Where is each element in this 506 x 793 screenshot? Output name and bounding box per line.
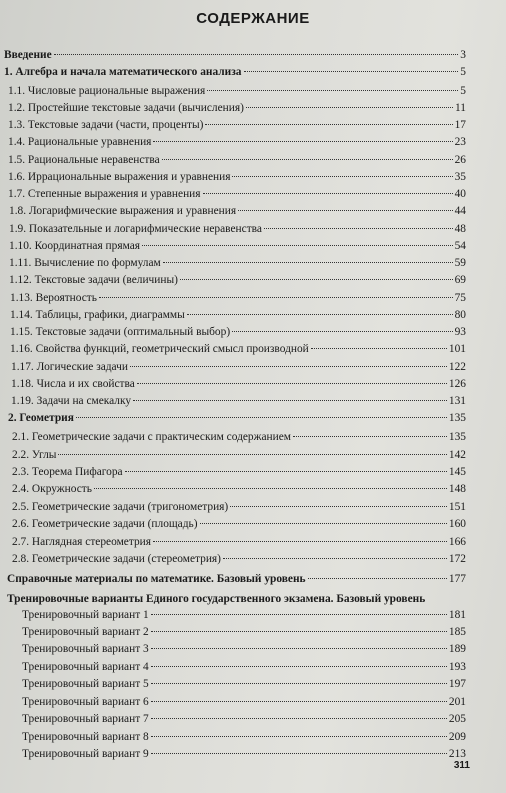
toc-entry-page: 177	[448, 573, 466, 585]
page-title: СОДЕРЖАНИЕ	[196, 10, 310, 27]
toc-entry-page: 209	[448, 731, 466, 743]
leader-dots	[76, 417, 447, 418]
toc-entry-label: 1.14. Таблицы, графики, диаграммы	[10, 309, 185, 321]
toc-entry[interactable]	[7, 573, 466, 585]
leader-dots	[203, 193, 453, 194]
toc-entry-label: 2.6. Геометрические задачи (площадь)	[12, 518, 198, 530]
toc-entry[interactable]	[8, 85, 466, 97]
toc-entry[interactable]	[11, 378, 466, 390]
toc-entry[interactable]	[8, 102, 466, 114]
toc-entry-label: 2.7. Наглядная стереометрия	[12, 536, 151, 548]
toc-entry[interactable]	[22, 626, 466, 638]
leader-dots	[151, 631, 447, 632]
leader-dots	[151, 666, 447, 667]
toc-entry[interactable]	[12, 536, 466, 548]
toc-entry-label: 1.10. Координатная прямая	[9, 240, 141, 252]
toc-entry-page: 185	[448, 626, 466, 638]
toc-entry-page: 193	[448, 661, 466, 673]
toc-entry-page: 151	[448, 501, 466, 513]
leader-dots	[130, 366, 447, 367]
toc-entry[interactable]	[9, 257, 466, 269]
leader-dots	[151, 701, 447, 702]
toc-entry-page: 122	[448, 361, 466, 373]
toc-entry-page: 101	[448, 343, 466, 355]
leader-dots	[293, 436, 447, 437]
toc-entry-label: Тренировочные варианты Единого государственного экзамена. Базовый уровень	[7, 593, 426, 605]
leader-dots	[153, 541, 447, 542]
toc-entry[interactable]	[22, 609, 466, 621]
leader-dots	[246, 107, 453, 108]
toc-entry-label: 1.2. Простейшие текстовые задачи (вычисления)	[8, 102, 244, 114]
toc-entry[interactable]	[4, 66, 466, 78]
toc-entry[interactable]	[10, 343, 466, 355]
toc-entry-page: 5	[460, 66, 466, 78]
toc-entry-page: 26	[454, 154, 466, 166]
toc-entry[interactable]	[12, 431, 466, 443]
toc-entry-page: 148	[448, 483, 466, 495]
toc-entry[interactable]	[9, 274, 466, 286]
toc-entry-label: 1.9. Показательные и логарифмические неравенства	[9, 223, 262, 235]
toc-entry-page: 23	[454, 136, 466, 148]
toc-entry[interactable]	[10, 309, 466, 321]
toc-entry-label: Тренировочный вариант 1	[22, 609, 149, 621]
leader-dots	[125, 471, 447, 472]
toc-entry[interactable]	[12, 483, 466, 495]
toc-entry-label: 1.4. Рациональные уравнения	[8, 136, 152, 148]
toc-entry-label: 1.18. Числа и их свойства	[11, 378, 135, 390]
toc-entry-label: 1.6. Иррациональные выражения и уравнения	[8, 171, 231, 183]
leader-dots	[94, 488, 447, 489]
toc-entry[interactable]	[7, 593, 470, 605]
toc-entry[interactable]	[22, 696, 466, 708]
toc-entry-label: 1.12. Текстовые задачи (величины)	[9, 274, 178, 286]
toc-entry-page: 172	[448, 553, 466, 565]
toc-entry[interactable]	[12, 518, 466, 530]
leader-dots	[99, 297, 453, 298]
toc-entry-page: 181	[448, 609, 466, 621]
toc-entry-label: Тренировочный вариант 2	[22, 626, 149, 638]
leader-dots	[137, 383, 447, 384]
toc-entry[interactable]	[11, 395, 466, 407]
toc-entry[interactable]	[8, 188, 466, 200]
toc-entry-label: 1.3. Текстовые задачи (части, проценты)	[8, 119, 204, 131]
toc-entry-page: 135	[448, 412, 466, 424]
toc-entry-page: 59	[454, 257, 466, 269]
leader-dots	[54, 54, 459, 55]
toc-entry-page: 135	[448, 431, 466, 443]
toc-entry-label: Тренировочный вариант 8	[22, 731, 149, 743]
leader-dots	[207, 90, 458, 91]
toc-entry-label: 1.11. Вычисление по формулам	[9, 257, 161, 269]
toc-entry-label: Введение	[4, 49, 52, 61]
toc-entry-label: Тренировочный вариант 3	[22, 643, 149, 655]
toc-entry-page: 189	[448, 643, 466, 655]
leader-dots	[163, 262, 453, 263]
toc-entry-label: 1.7. Степенные выражения и уравнения	[8, 188, 201, 200]
toc-entry[interactable]	[22, 643, 466, 655]
leader-dots	[151, 718, 447, 719]
toc-entry-label: 2.3. Теорема Пифагора	[12, 466, 123, 478]
leader-dots	[151, 648, 447, 649]
leader-dots	[153, 141, 452, 142]
toc-entry[interactable]	[8, 154, 466, 166]
leader-dots	[187, 314, 453, 315]
toc-entry-label: Тренировочный вариант 4	[22, 661, 149, 673]
leader-dots	[58, 454, 446, 455]
toc-entry-page: 126	[448, 378, 466, 390]
leader-dots	[151, 683, 447, 684]
toc-entry-label: 1. Алгебра и начала математического анализа	[4, 66, 242, 78]
toc-entry-page: 145	[448, 466, 466, 478]
leader-dots	[151, 753, 447, 754]
toc-entry-label: 2. Геометрия	[8, 412, 74, 424]
toc-entry[interactable]	[12, 449, 466, 461]
toc-entry[interactable]	[22, 731, 466, 743]
toc-entry[interactable]	[8, 412, 466, 424]
toc-entry-label: Тренировочный вариант 7	[22, 713, 149, 725]
toc-entry[interactable]	[9, 223, 466, 235]
toc-entry[interactable]	[8, 136, 466, 148]
toc-entry-label: Тренировочный вариант 9	[22, 748, 149, 760]
toc-entry-page: 40	[454, 188, 466, 200]
toc-entry-label: 1.1. Числовые рациональные выражения	[8, 85, 206, 97]
toc-entry[interactable]	[10, 292, 466, 304]
leader-dots	[232, 176, 452, 177]
toc-entry-page: 3	[460, 49, 466, 61]
leader-dots	[142, 245, 453, 246]
toc-entry-page: 35	[454, 171, 466, 183]
toc-entry-page: 142	[448, 449, 466, 461]
toc-entry-label: 2.4. Окружность	[12, 483, 92, 495]
toc-entry-page: 205	[448, 713, 466, 725]
toc-entry-label: 2.8. Геометрические задачи (стереометрия)	[12, 553, 221, 565]
leader-dots	[232, 331, 452, 332]
toc-entry-page: 11	[455, 102, 466, 114]
toc-entry[interactable]	[12, 466, 466, 478]
leader-dots	[200, 523, 447, 524]
toc-entry[interactable]	[22, 661, 466, 673]
toc-entry-page: 201	[448, 696, 466, 708]
toc-entry-page: 54	[454, 240, 466, 252]
leader-dots	[244, 71, 459, 72]
toc-entry[interactable]	[8, 119, 466, 131]
toc-entry-label: 1.17. Логические задачи	[11, 361, 128, 373]
toc-entry[interactable]	[12, 501, 466, 513]
toc-entry[interactable]	[12, 553, 466, 565]
toc-entry-page: 93	[454, 326, 466, 338]
toc-entry[interactable]	[22, 748, 466, 760]
page-number: 311	[453, 760, 470, 771]
toc-entry[interactable]	[4, 49, 466, 61]
leader-dots	[151, 614, 447, 615]
toc-entry[interactable]	[11, 361, 466, 373]
toc-entry[interactable]	[9, 205, 466, 217]
toc-entry-page: 197	[448, 678, 466, 690]
toc-entry[interactable]	[22, 678, 466, 690]
leader-dots	[230, 506, 447, 507]
leader-dots	[133, 400, 447, 401]
toc-entry-page: 80	[454, 309, 466, 321]
toc-entry[interactable]	[9, 240, 466, 252]
toc-entry[interactable]	[10, 326, 466, 338]
leader-dots	[308, 578, 447, 579]
toc-entry-label: 2.2. Углы	[12, 449, 57, 461]
toc-entry-label: Справочные материалы по математике. Базовый уровень	[7, 573, 306, 585]
leader-dots	[162, 159, 453, 160]
leader-dots	[238, 210, 452, 211]
toc-entry-page: 160	[448, 518, 466, 530]
leader-dots	[205, 124, 452, 125]
toc-entry-page: 213	[448, 748, 466, 760]
toc-entry[interactable]	[22, 713, 466, 725]
toc-entry-label: 1.8. Логарифмические выражения и уравнения	[9, 205, 237, 217]
toc-entry-page: 5	[460, 85, 466, 97]
toc-entry-page: 131	[448, 395, 466, 407]
toc-entry-page: 48	[454, 223, 466, 235]
toc-entry-page: 166	[448, 536, 466, 548]
toc-entry-label: Тренировочный вариант 5	[22, 678, 149, 690]
toc-entry-label: 2.1. Геометрические задачи с практическим содержанием	[12, 431, 292, 443]
toc-entry-page: 69	[454, 274, 466, 286]
leader-dots	[180, 279, 453, 280]
toc-entry-label: 1.19. Задачи на смекалку	[11, 395, 132, 407]
toc-entry-page: 44	[454, 205, 466, 217]
toc-entry-label: 1.16. Свойства функций, геометрический смысл производной	[10, 343, 309, 355]
leader-dots	[223, 558, 447, 559]
toc-entry-label: 1.15. Текстовые задачи (оптимальный выбор)	[10, 326, 231, 338]
toc-entry-page: 17	[454, 119, 466, 131]
toc-entry-label: Тренировочный вариант 6	[22, 696, 149, 708]
toc-entry[interactable]	[8, 171, 466, 183]
leader-dots	[311, 348, 447, 349]
toc-entry-page: 75	[454, 292, 466, 304]
leader-dots	[264, 228, 453, 229]
toc-entry-label: 1.5. Рациональные неравенства	[8, 154, 160, 166]
leader-dots	[151, 736, 447, 737]
toc-entry-label: 1.13. Вероятность	[10, 292, 97, 304]
toc-entry-label: 2.5. Геометрические задачи (тригонометрия)	[12, 501, 229, 513]
